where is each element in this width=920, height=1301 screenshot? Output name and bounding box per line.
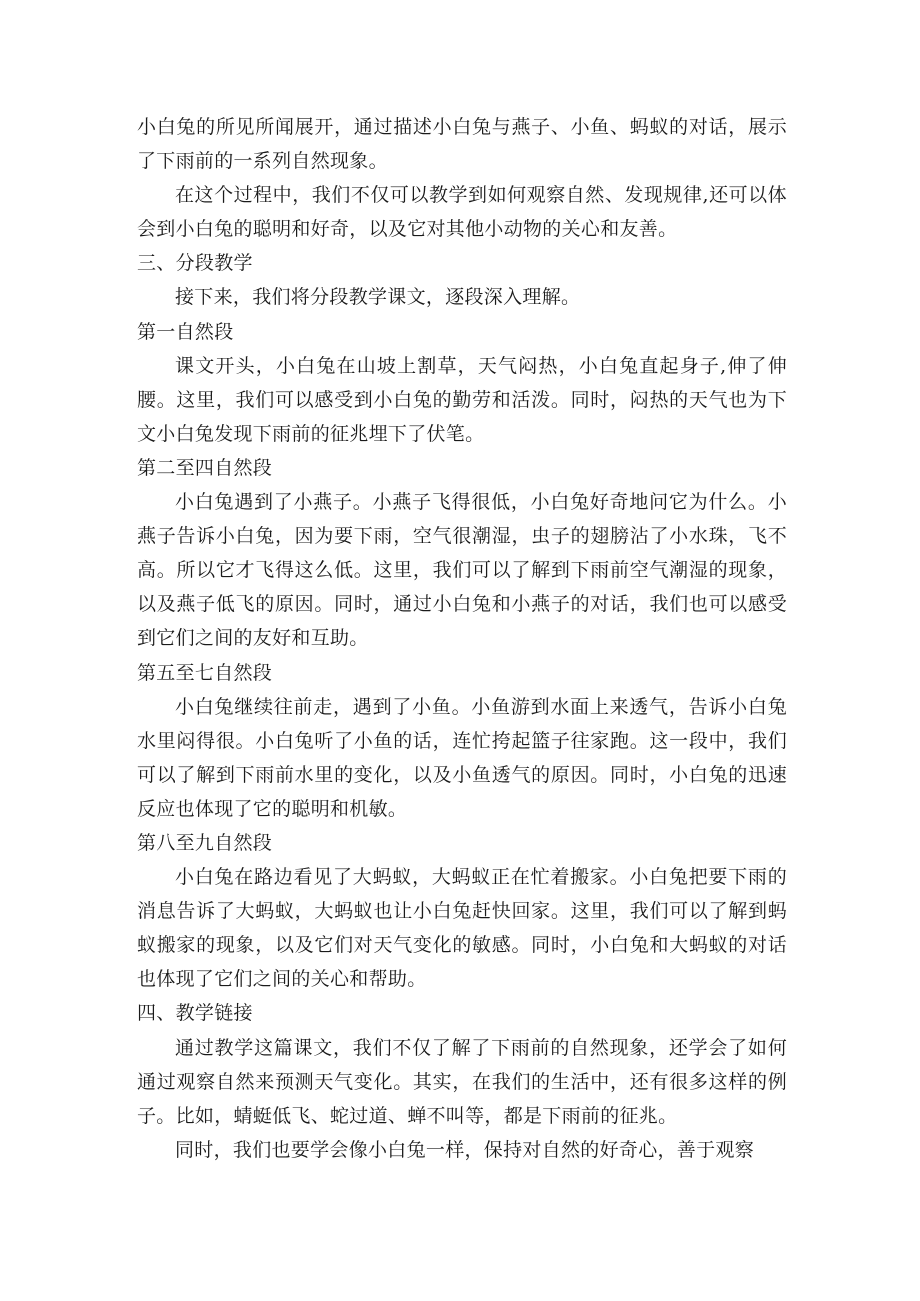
paragraph: 在这个过程中，我们不仅可以教学到如何观察自然、发现规律,还可以体会到小白兔的聪明和好奇，以及它对其他小动物的关心和友善。 [137, 184, 787, 241]
paragraph: 小白兔继续往前走，遇到了小鱼。小鱼游到水面上来透气，告诉小白兔水里闷得很。小白兔听了小鱼的话，连忙挎起篮子往家跑。这一段中，我们可以了解到下雨前水里的变化，以及小鱼透气的原因。同时，小白兔的迅速反应也体现了它的聪明和机敏。 [137, 695, 787, 820]
document-body [137, 110, 787, 1167]
paragraph: 小白兔遇到了小燕子。小燕子飞得很低，小白兔好奇地问它为什么。小燕子告诉小白兔，因为要下雨，空气很潮湿，虫子的翅膀沾了小水珠，飞不高。所以它才飞得这么低。这里，我们可以了解到下雨前空气潮湿的现象，以及燕子低飞的原因。同时，通过小白兔和小燕子的对话，我们也可以感受到它们之间的友好和互助。 [137, 491, 787, 650]
section-heading-3: 三、分段教学 [137, 252, 253, 275]
paragraph: 接下来，我们将分段教学课文，逐段深入理解。 [175, 286, 581, 309]
paragraph: 通过教学这篇课文，我们不仅了解了下雨前的自然现象，还学会了如何通过观察自然来预测天气变化。其实，在我们的生活中，还有很多这样的例子。比如，蜻蜓低飞、蛇过道、蝉不叫等，都是下雨前的征兆。 [137, 1036, 787, 1127]
paragraph-continuation: 小白兔的所见所闻展开，通过描述小白兔与燕子、小鱼、蚂蚁的对话，展示了下雨前的一系列自然现象。 [137, 116, 787, 173]
subsection-heading: 第一自然段 [137, 320, 234, 343]
subsection-heading: 第二至四自然段 [137, 456, 273, 479]
subsection-heading: 第八至九自然段 [137, 831, 273, 854]
paragraph: 课文开头，小白兔在山坡上割草，天气闷热，小白兔直起身子,伸了伸腰。这里，我们可以感受到小白兔的勤劳和活泼。同时，闷热的天气也为下文小白兔发现下雨前的征兆埋下了伏笔。 [137, 354, 787, 445]
paragraph: 小白兔在路边看见了大蚂蚁，大蚂蚁正在忙着搬家。小白兔把要下雨的消息告诉了大蚂蚁，大蚂蚁也让小白兔赶快回家。这里，我们可以了解到蚂蚁搬家的现象，以及它们对天气变化的敏感。同时，小白兔和大蚂蚁的对话也体现了它们之间的关心和帮助。 [137, 866, 787, 991]
paragraph: 同时，我们也要学会像小白兔一样，保持对自然的好奇心，善于观察 [175, 1138, 755, 1161]
section-heading-4: 四、教学链接 [137, 1002, 253, 1025]
subsection-heading: 第五至七自然段 [137, 661, 273, 684]
